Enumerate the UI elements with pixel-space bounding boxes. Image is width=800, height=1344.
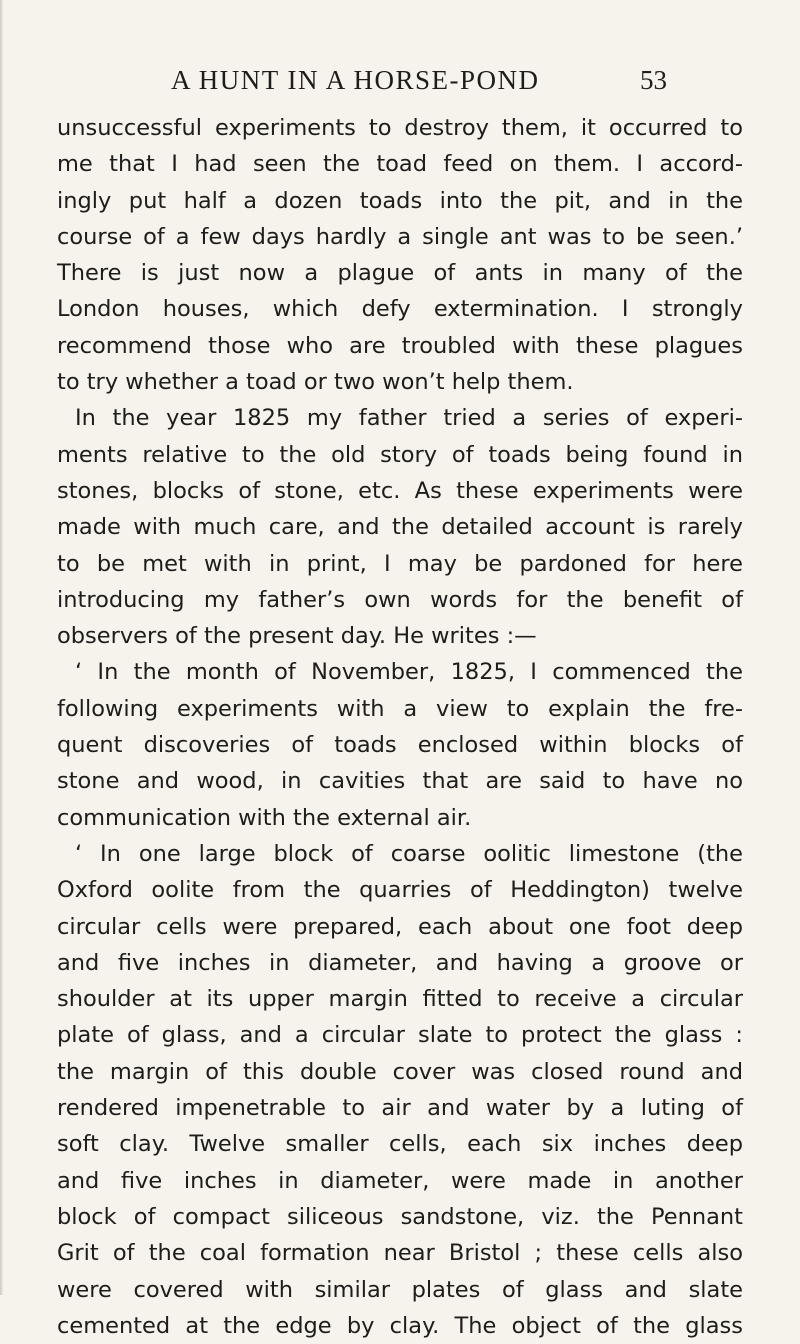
text-line: ‘ In the month of November, 1825, I commenced the — [75, 659, 743, 686]
text-line: made with much care, and the detailed account is rarely — [57, 514, 743, 541]
text-line: block of compact siliceous sandstone, viz. the Pennant — [57, 1203, 743, 1230]
text-line: circular cells were prepared, each about one foot deep — [57, 913, 743, 940]
text-line: to try whether a toad or two won’t help them. — [57, 369, 574, 396]
text-line: communication with the external air. — [57, 804, 472, 831]
text-line: observers of the present day. He writes :— — [57, 623, 537, 650]
text-line: rendered impenetrable to air and water by a luting of — [57, 1095, 743, 1122]
text-line: Grit of the coal formation near Bristol ; these cells also — [57, 1240, 743, 1267]
text-line: Oxford oolite from the quarries of Heddington) twelve — [57, 877, 743, 904]
text-line: quent discoveries of toads enclosed within blocks of — [57, 732, 743, 759]
text-line: unsuccessful experiments to destroy them, it occurred to — [57, 115, 743, 141]
body-text — [57, 110, 743, 1344]
text-line: stones, blocks of stone, etc. As these experiments were — [57, 477, 743, 504]
text-line: London houses, which defy extermination. I strongly — [57, 296, 743, 323]
text-line: were covered with similar plates of glass and slate — [57, 1276, 743, 1303]
text-line: shoulder at its upper margin fitted to receive a circular — [57, 986, 743, 1013]
text-line: plate of glass, and a circular slate to protect the glass : — [57, 1022, 743, 1049]
text-line: ‘ In one large block of coarse oolitic limestone (the — [75, 840, 743, 867]
running-head — [0, 63, 800, 97]
text-line: introducing my father’s own words for the benefit of — [57, 586, 743, 613]
text-line: course of a few days hardly a single ant was to be seen.’ — [57, 223, 743, 250]
page-number: 53 — [640, 65, 667, 95]
text-line: to be met with in print, I may be pardoned for here — [57, 550, 743, 577]
text-line: soft clay. Twelve smaller cells, each six inches deep — [57, 1131, 743, 1158]
text-line: and five inches in diameter, were made in another — [57, 1167, 743, 1194]
running-title: A HUNT IN A HORSE-POND — [171, 65, 540, 95]
text-line: me that I had seen the toad feed on them. I accord- — [57, 151, 743, 178]
text-line: the margin of this double cover was closed round and — [57, 1058, 743, 1085]
text-line: stone and wood, in cavities that are said to have no — [57, 768, 743, 795]
page-edge-shadow — [0, 0, 3, 1295]
text-line: cemented at the edge by clay. The object of the glass — [57, 1312, 743, 1339]
text-line: In the year 1825 my father tried a series of experi- — [75, 405, 743, 432]
text-line: following experiments with a view to explain the fre- — [57, 695, 743, 722]
text-line: recommend those who are troubled with these plagues — [57, 332, 743, 359]
text-line: ments relative to the old story of toads being found in — [57, 441, 743, 468]
text-line: and five inches in diameter, and having a groove or — [57, 949, 743, 976]
text-line: ingly put half a dozen toads into the pit, and in the — [57, 187, 743, 214]
text-line: There is just now a plague of ants in many of the — [57, 260, 743, 287]
